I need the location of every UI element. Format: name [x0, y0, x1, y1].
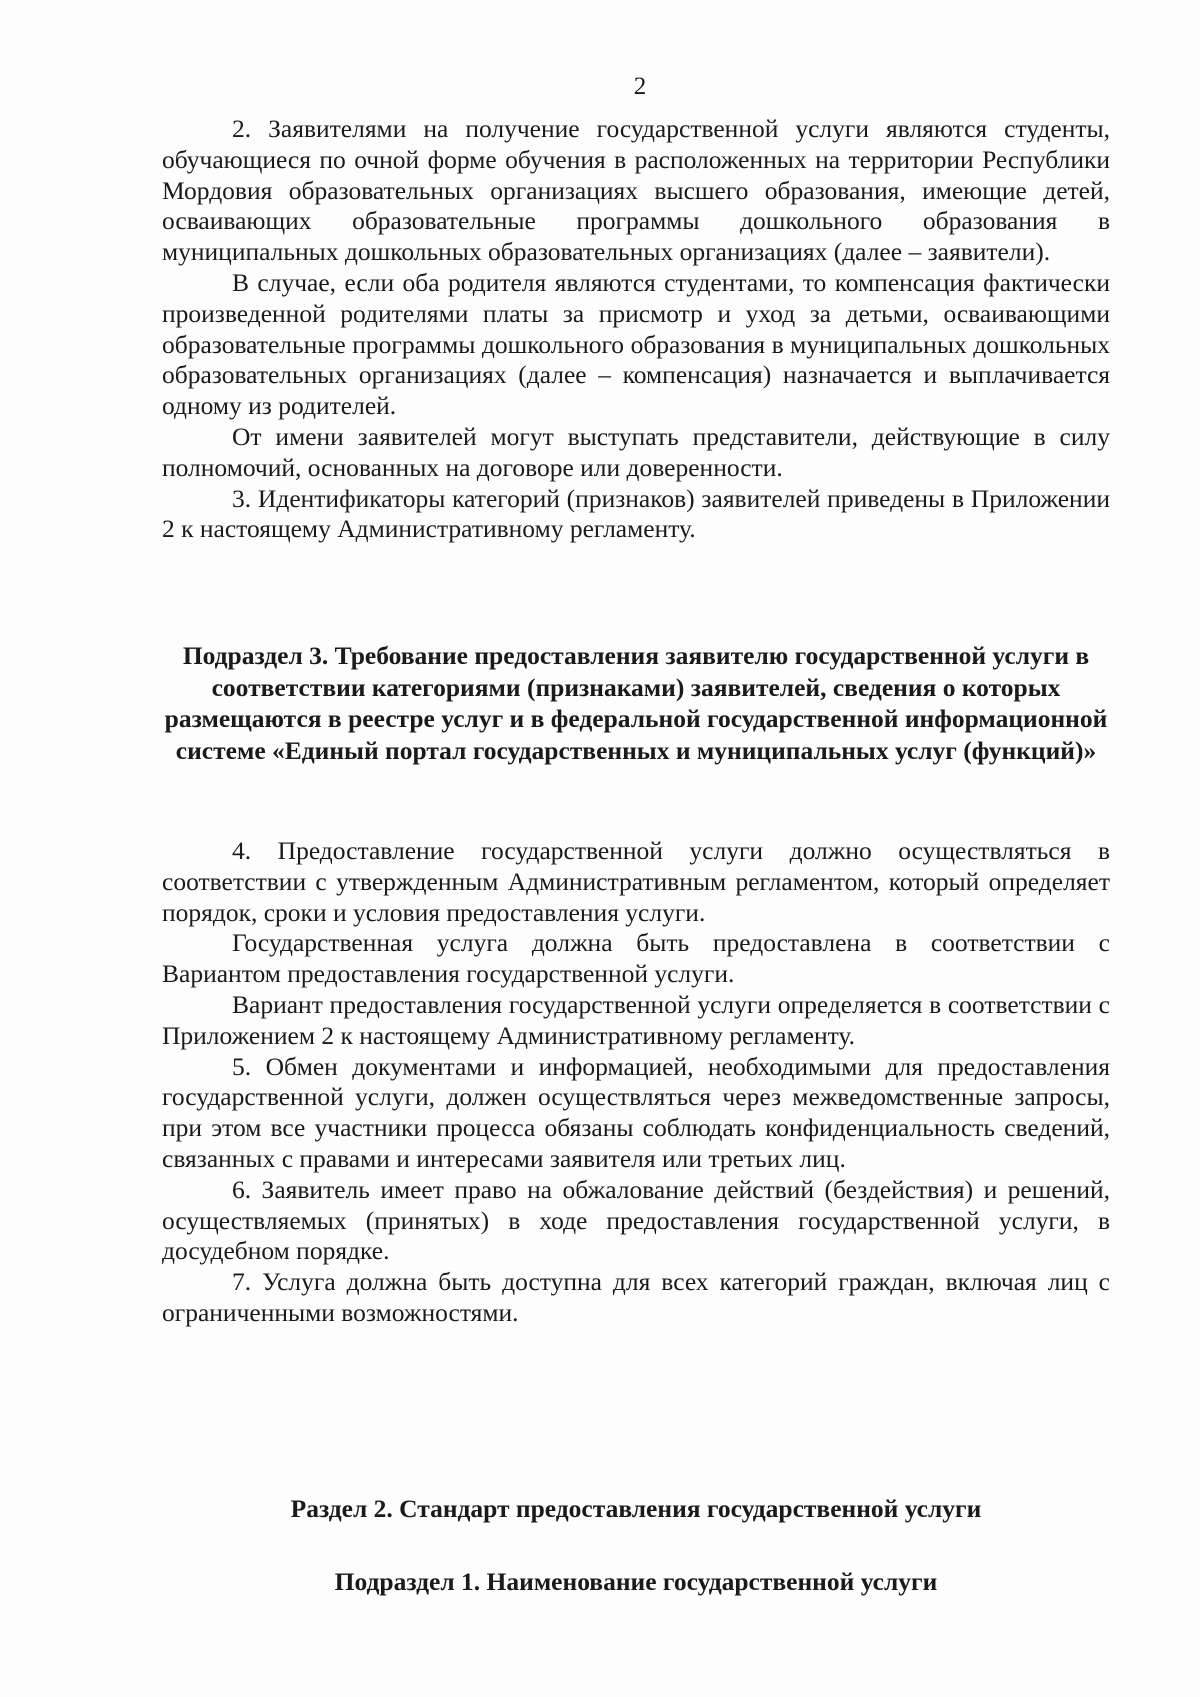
paragraphs-part2: [162, 836, 1110, 1329]
paragraph-provision: 4. Предоставление государственной услуги должно осуществляться в соответствии с утвержденным Административным регламентом, который определяет порядок, сроки и условия предоставления услуги.: [162, 836, 1110, 927]
paragraph-representatives: От имени заявителей могут выступать представители, действующие в силу полномочий, основанных на договоре или доверенности.: [162, 421, 1110, 482]
paragraph-variant-determined: Вариант предоставления государственной услуги определяется в соответствии с Приложением 2 к настоящему Административному регламенту.: [162, 989, 1110, 1050]
paragraph-both-parents: В случае, если оба родителя являются студентами, то компенсация фактически произведенной родителями платы за присмотр и уход за детьми, осваивающими образовательные программы дошкольного образования в муниципальных дошкольных образовательных организациях (далее – компенсация) назначается и выплачивается одному из родителей.: [162, 267, 1110, 421]
paragraph-applicants: 2. Заявителями на получение государственной услуги являются студенты, обучающиеся по очной форме обучения в расположенных на территории Республики Мордовия образовательных организациях высшего образования, имеющие детей, осваивающих образовательные программы дошкольного образования в муниципальных дошкольных образовательных организациях (далее – заявители).: [162, 114, 1110, 267]
paragraph-exchange: 5. Обмен документами и информацией, необходимыми для предоставления государственной услуги, должен осуществляться через межведомственные запросы, при этом все участники процесса обязаны соблюдать конфиденциальность сведений, связанных с правами и интересами заявителя или третьих лиц.: [162, 1051, 1110, 1173]
subsection1-heading-text: Подраздел 1. Наименование государственной услуги: [334, 1567, 938, 1596]
paragraph-accessibility: 7. Услуга должна быть доступна для всех категорий граждан, включая лиц с ограниченными возможностями.: [162, 1267, 1110, 1327]
paragraph-variant-provided: Государственная услуга должна быть предоставлена в соответствии с Вариантом предоставления государственной услуги.: [162, 928, 1110, 989]
paragraph-identifiers: 3. Идентификаторы категорий (признаков) заявителей приведены в Приложении 2 к настоящему Административному регламенту.: [162, 483, 1110, 544]
subsection3-heading: [162, 640, 1110, 766]
paragraphs-part1: [162, 114, 1110, 545]
section2-heading: [162, 1493, 1110, 1525]
paragraph-appeal: 6. Заявитель имеет право на обжалование действий (бездействия) и решений, осуществляемых (принятых) в ходе предоставления государственной услуги, в досудебном порядке.: [162, 1174, 1110, 1266]
subsection1-heading: [162, 1566, 1110, 1598]
section2-heading-text: Раздел 2. Стандарт предоставления государственной услуги: [290, 1494, 982, 1523]
subsection3-heading-text: Подраздел 3. Требование предоставления заявителю государственной услуги в соответствии категориями (признаками) заявителей, сведения о которых размещаются в реестре услуг и в федеральной государственной информационной системе «Единый портал государственных и муниципальных услуг (функций)»: [164, 641, 1108, 765]
page-number: 2: [633, 73, 647, 100]
